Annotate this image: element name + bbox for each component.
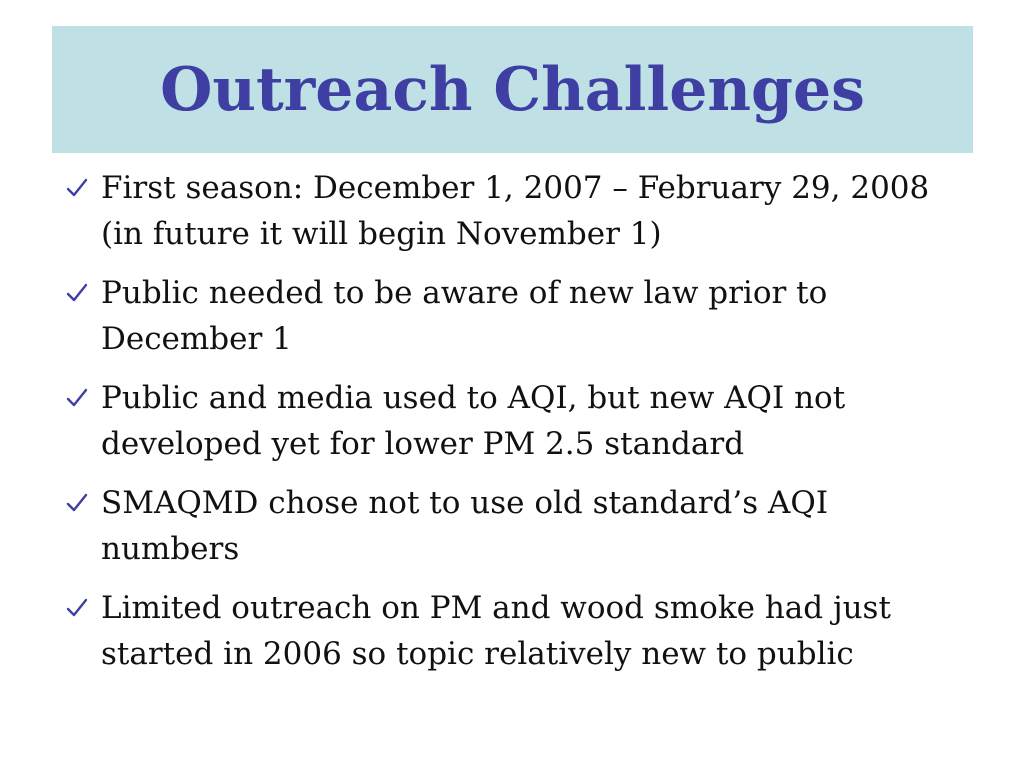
- checkmark-icon: [66, 375, 94, 421]
- bullet-item: [66, 585, 966, 677]
- bullet-item: [66, 270, 966, 362]
- slide-title: Outreach Challenges: [160, 54, 865, 125]
- bullet-text: Public needed to be aware of new law prior to December 1: [101, 275, 828, 357]
- bullet-text: Public and media used to AQI, but new AQI not developed yet for lower PM 2.5 standard: [101, 380, 846, 462]
- checkmark-icon: [66, 270, 94, 316]
- title-band: [52, 26, 973, 153]
- bullet-item: [66, 480, 966, 572]
- bullet-text: Limited outreach on PM and wood smoke had just started in 2006 so topic relatively new to public: [101, 590, 891, 672]
- bullet-text: First season: December 1, 2007 – February 29, 2008 (in future it will begin November 1): [101, 170, 930, 252]
- bullet-list: [66, 165, 966, 690]
- bullet-item: [66, 165, 966, 257]
- checkmark-icon: [66, 480, 94, 526]
- checkmark-icon: [66, 165, 94, 211]
- bullet-item: [66, 375, 966, 467]
- checkmark-icon: [66, 585, 94, 631]
- bullet-text: SMAQMD chose not to use old standard’s AQI numbers: [101, 485, 829, 567]
